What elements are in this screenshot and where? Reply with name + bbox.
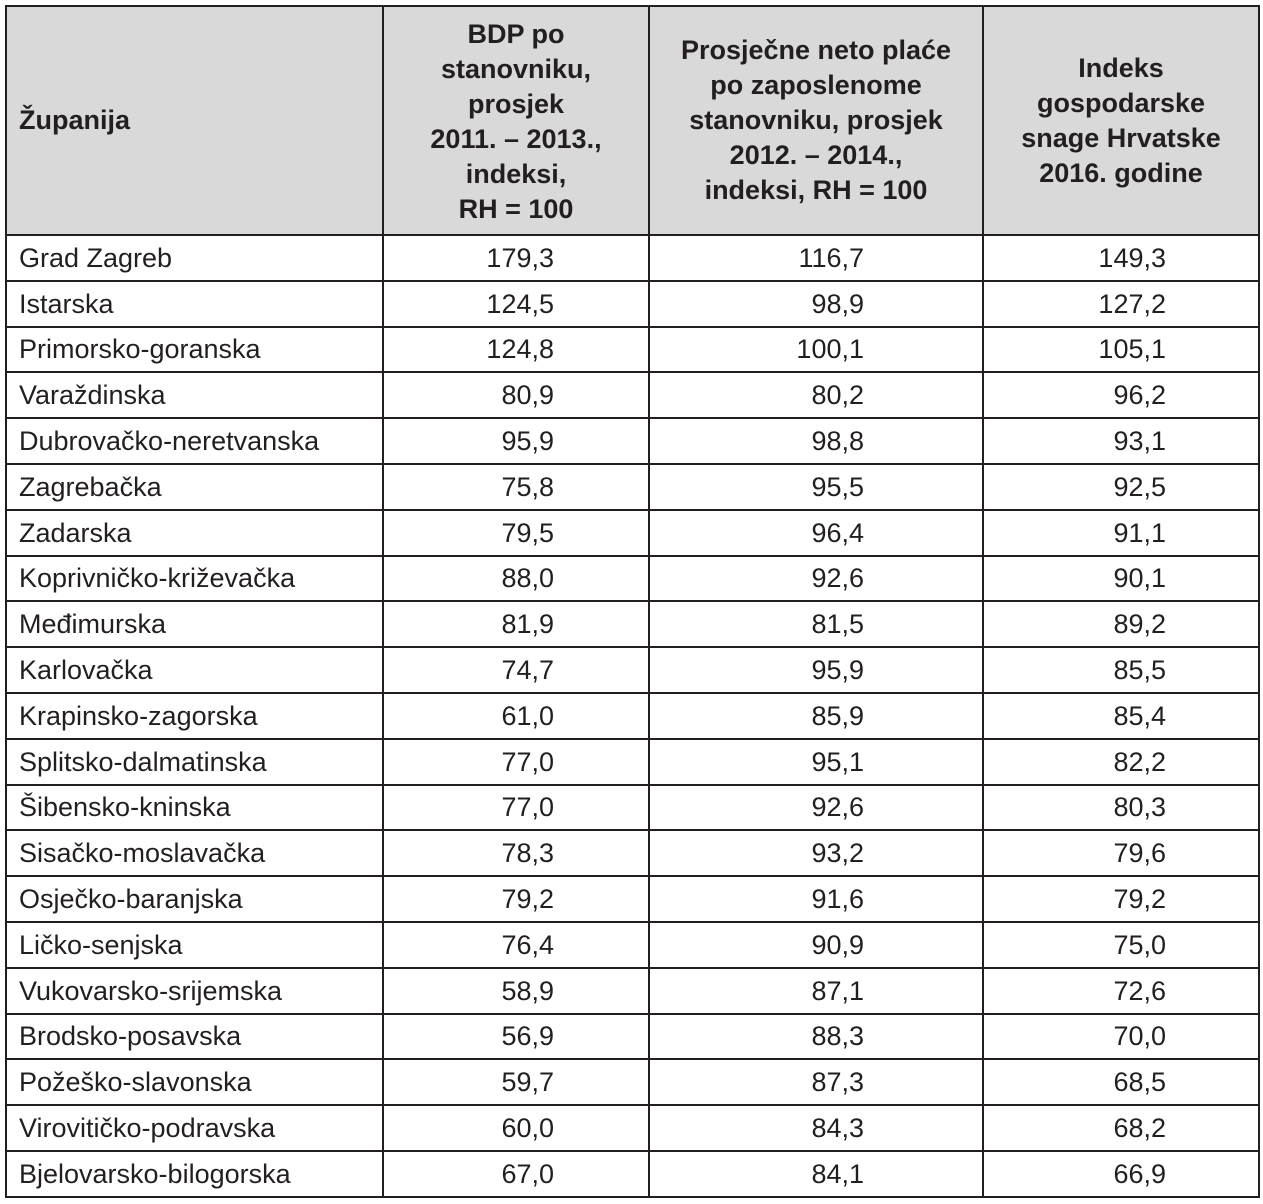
county-name: Primorsko-goranska: [6, 327, 383, 373]
table-row: [6, 785, 1259, 831]
county-name: Zagrebačka: [6, 464, 383, 510]
economic-strength-index: 79,6: [983, 830, 1259, 876]
table-row: [6, 968, 1259, 1014]
economic-strength-index: 70,0: [983, 1014, 1259, 1060]
table-row: [6, 464, 1259, 510]
county-name: Brodsko-posavska: [6, 1014, 383, 1060]
net-wage-index: 88,3: [649, 1014, 983, 1060]
county-name: Požeško-slavonska: [6, 1059, 383, 1105]
gdp-index: 77,0: [383, 785, 649, 831]
table-row: [6, 922, 1259, 968]
net-wage-index: 92,6: [649, 556, 983, 602]
net-wage-index: 116,7: [649, 235, 983, 281]
county-name: Koprivničko-križevačka: [6, 556, 383, 602]
economic-strength-index: 92,5: [983, 464, 1259, 510]
gdp-index: 76,4: [383, 922, 649, 968]
county-name: Varaždinska: [6, 372, 383, 418]
table-row: [6, 1105, 1259, 1151]
header-economic-strength-index: Indeks gospodarske snage Hrvatske 2016. godine: [983, 6, 1259, 235]
county-name: Zadarska: [6, 510, 383, 556]
gdp-index: 81,9: [383, 601, 649, 647]
county-name: Šibensko-kninska: [6, 785, 383, 831]
header-gdp-per-capita: BDP po stanovniku, prosjek 2011. – 2013., indeksi, RH = 100: [383, 6, 649, 235]
net-wage-index: 87,1: [649, 968, 983, 1014]
net-wage-index: 96,4: [649, 510, 983, 556]
table-row: [6, 876, 1259, 922]
table-row: [6, 235, 1259, 281]
gdp-index: 179,3: [383, 235, 649, 281]
table-row: [6, 1014, 1259, 1060]
economic-strength-index: 96,2: [983, 372, 1259, 418]
gdp-index: 58,9: [383, 968, 649, 1014]
economic-strength-index: 68,2: [983, 1105, 1259, 1151]
table-row: [6, 418, 1259, 464]
economic-strength-index: 85,5: [983, 647, 1259, 693]
net-wage-index: 84,1: [649, 1151, 983, 1197]
net-wage-index: 93,2: [649, 830, 983, 876]
county-name: Ličko-senjska: [6, 922, 383, 968]
net-wage-index: 90,9: [649, 922, 983, 968]
table-row: [6, 647, 1259, 693]
economic-strength-index: 80,3: [983, 785, 1259, 831]
gdp-index: 75,8: [383, 464, 649, 510]
gdp-index: 67,0: [383, 1151, 649, 1197]
gdp-index: 80,9: [383, 372, 649, 418]
header-net-wages: Prosječne neto plaće po zaposlenome stanovniku, prosjek 2012. – 2014., indeksi, RH = 100: [649, 6, 983, 235]
table-row: [6, 739, 1259, 785]
table-row: [6, 1151, 1259, 1197]
net-wage-index: 95,9: [649, 647, 983, 693]
economic-strength-index: 93,1: [983, 418, 1259, 464]
county-name: Sisačko-moslavačka: [6, 830, 383, 876]
economic-strength-index: 75,0: [983, 922, 1259, 968]
county-economic-index-table: [5, 5, 1260, 1198]
gdp-index: 77,0: [383, 739, 649, 785]
economic-strength-index: 66,9: [983, 1151, 1259, 1197]
economic-strength-index: 105,1: [983, 327, 1259, 373]
county-name: Bjelovarsko-bilogorska: [6, 1151, 383, 1197]
net-wage-index: 91,6: [649, 876, 983, 922]
gdp-index: 79,5: [383, 510, 649, 556]
net-wage-index: 100,1: [649, 327, 983, 373]
net-wage-index: 80,2: [649, 372, 983, 418]
table-body: [6, 235, 1259, 1197]
county-name: Istarska: [6, 281, 383, 327]
county-name: Međimurska: [6, 601, 383, 647]
economic-strength-index: 149,3: [983, 235, 1259, 281]
gdp-index: 95,9: [383, 418, 649, 464]
net-wage-index: 92,6: [649, 785, 983, 831]
table-row: [6, 830, 1259, 876]
economic-strength-index: 85,4: [983, 693, 1259, 739]
table-row: [6, 1059, 1259, 1105]
table-row: [6, 693, 1259, 739]
gdp-index: 56,9: [383, 1014, 649, 1060]
gdp-index: 124,8: [383, 327, 649, 373]
net-wage-index: 85,9: [649, 693, 983, 739]
county-name: Karlovačka: [6, 647, 383, 693]
net-wage-index: 95,1: [649, 739, 983, 785]
gdp-index: 88,0: [383, 556, 649, 602]
net-wage-index: 84,3: [649, 1105, 983, 1151]
gdp-index: 79,2: [383, 876, 649, 922]
gdp-index: 78,3: [383, 830, 649, 876]
county-name: Grad Zagreb: [6, 235, 383, 281]
header-county: Županija: [6, 6, 383, 235]
county-name: Splitsko-dalmatinska: [6, 739, 383, 785]
economic-strength-index: 90,1: [983, 556, 1259, 602]
county-name: Krapinsko-zagorska: [6, 693, 383, 739]
table-row: [6, 556, 1259, 602]
net-wage-index: 81,5: [649, 601, 983, 647]
table-row: [6, 510, 1259, 556]
county-name: Dubrovačko-neretvanska: [6, 418, 383, 464]
economic-strength-index: 68,5: [983, 1059, 1259, 1105]
table-row: [6, 372, 1259, 418]
table-row: [6, 281, 1259, 327]
economic-strength-index: 89,2: [983, 601, 1259, 647]
net-wage-index: 98,9: [649, 281, 983, 327]
net-wage-index: 87,3: [649, 1059, 983, 1105]
net-wage-index: 95,5: [649, 464, 983, 510]
gdp-index: 59,7: [383, 1059, 649, 1105]
county-name: Virovitičko-podravska: [6, 1105, 383, 1151]
economic-strength-index: 82,2: [983, 739, 1259, 785]
net-wage-index: 98,8: [649, 418, 983, 464]
table-row: [6, 601, 1259, 647]
county-name: Osječko-baranjska: [6, 876, 383, 922]
gdp-index: 61,0: [383, 693, 649, 739]
economic-strength-index: 127,2: [983, 281, 1259, 327]
table-row: [6, 327, 1259, 373]
economic-strength-index: 79,2: [983, 876, 1259, 922]
economic-strength-index: 72,6: [983, 968, 1259, 1014]
gdp-index: 74,7: [383, 647, 649, 693]
gdp-index: 124,5: [383, 281, 649, 327]
economic-strength-index: 91,1: [983, 510, 1259, 556]
county-name: Vukovarsko-srijemska: [6, 968, 383, 1014]
table-header: [6, 6, 1259, 235]
header-row: [6, 6, 1259, 235]
gdp-index: 60,0: [383, 1105, 649, 1151]
